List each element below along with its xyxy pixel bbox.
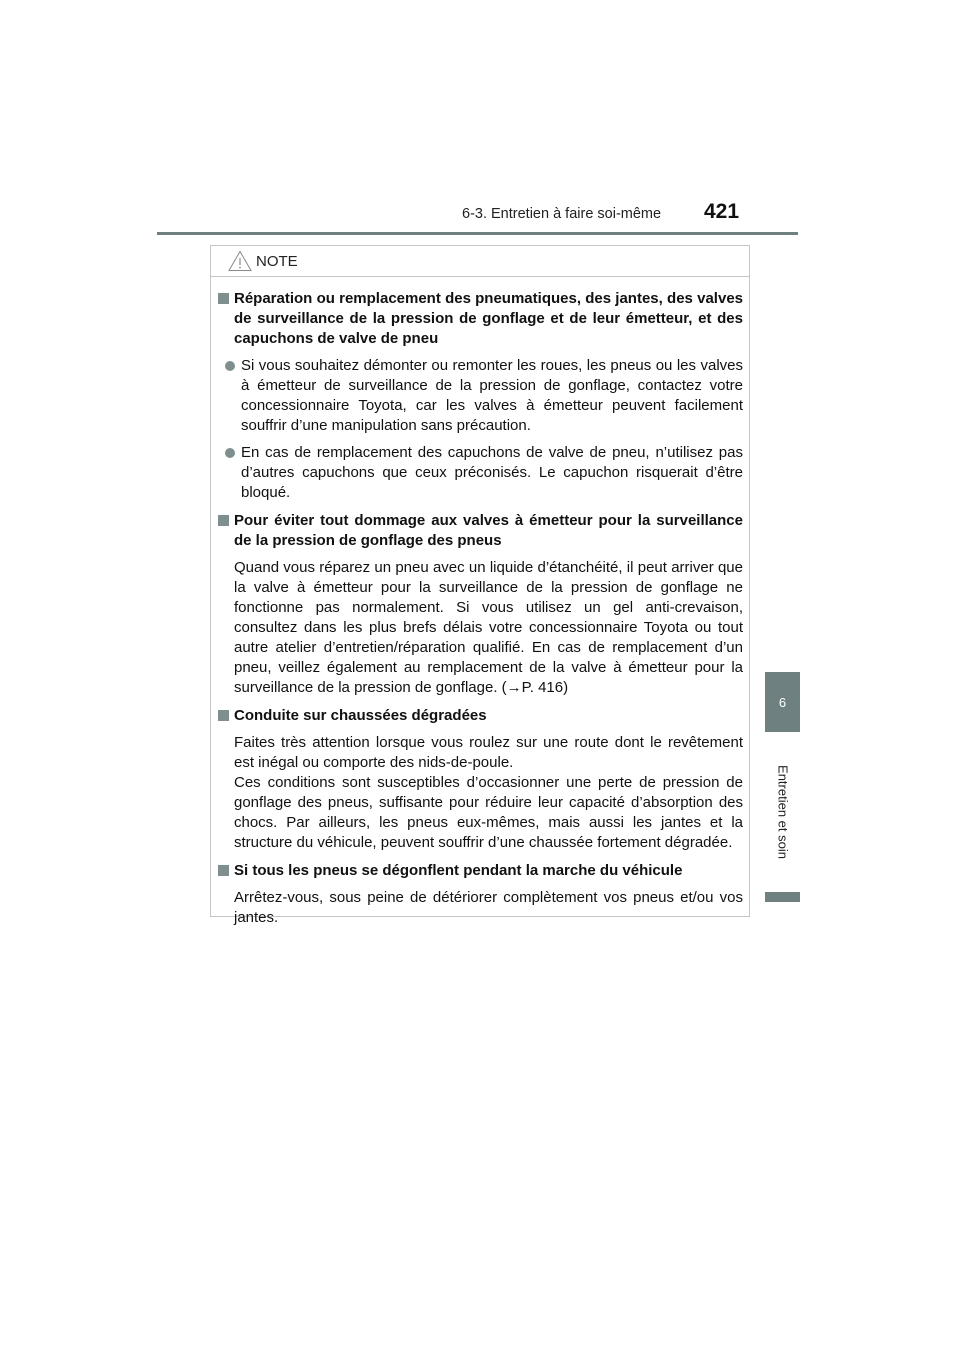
note-section [218,511,743,698]
round-bullet-icon [225,448,235,458]
section-heading [218,706,743,726]
section-paragraph: Faites très attention lorsque vous roulez sur une route dont le revêtement est inégal ou comporte des nids-de-poule. [234,734,743,771]
note-header [211,246,749,277]
chapter-tab-number [765,672,800,732]
square-bullet-icon [218,710,229,721]
section-title: Si tous les pneus se dégonflent pendant la marche du véhicule [234,862,683,879]
note-section [218,289,743,503]
section-paragraph: Arrêtez-vous, sous peine de détériorer complètement vos pneus et/ou vos jantes. [234,889,743,926]
section-paragraph: Quand vous réparez un pneu avec un liquide d’étanchéité, il peut arriver que la valve à émetteur pour la surveillance de la pression de gonflage ne fonctionne pas normalement. Si vous utilisez un gel anti-crevaison, consultez dans les plus brefs délais votre concessionnaire Toyota ou tout autre atelier d’entretien/réparation qualifié. En cas de remplacement d’un pneu, veillez également au remplacement de la valve à émetteur pour la surveillance de la pression de gonflage. (→P. 416) [234,559,743,696]
square-bullet-icon [218,293,229,304]
note-section [218,706,743,853]
note-section [218,861,743,928]
header-rule [157,232,798,235]
section-title: Conduite sur chaussées dégradées [234,707,487,724]
section-heading [218,861,743,881]
section-heading [218,511,743,551]
section-paragraph: Ces conditions sont susceptibles d’occasionner une perte de pression de gonflage des pneus, suffisante pour réduire leur capacité d’absorption des chocs. Par ailleurs, les pneus eux-mêmes, mais aussi les jantes et la structure du véhicule, peuvent souffrir d’une chaussée fortement dégradée. [234,774,743,851]
warning-triangle-icon [228,250,252,272]
note-title: NOTE [256,253,298,270]
square-bullet-icon [218,865,229,876]
chapter-number: 6 [778,694,787,710]
header-section-title: 6-3. Entretien à faire soi-même [462,206,662,222]
chapter-tab-label-box [765,732,800,892]
list-item [225,443,743,503]
round-bullet-icon [225,361,235,371]
chapter-label: Entretien et soin [775,765,790,859]
note-box [210,245,750,926]
bullet-text: Si vous souhaitez démonter ou remonter les roues, les pneus ou les valves à émetteur de surveillance de la pression de gonflage, contactez votre concessionnaire Toyota, car les valves à émetteur peuvent facilement souffrir d’une manipulation sans précaution. [241,357,743,434]
list-item [225,356,743,436]
section-title: Pour éviter tout dommage aux valves à émetteur pour la surveillance de la pression de gonflage des pneus [234,512,743,549]
section-title: Réparation ou remplacement des pneumatiques, des jantes, des valves de surveillance de la pression de gonflage et de leur émetteur, et des capuchons de valve de pneu [234,290,743,347]
section-heading [218,289,743,349]
chapter-tab-strip [765,892,800,902]
note-body [211,277,749,928]
bullet-text: En cas de remplacement des capuchons de valve de pneu, n’utilisez pas d’autres capuchons que ceux préconisés. Le capuchon risquerait d’être bloqué. [241,444,743,501]
page-number: 421 [704,200,740,223]
square-bullet-icon [218,515,229,526]
